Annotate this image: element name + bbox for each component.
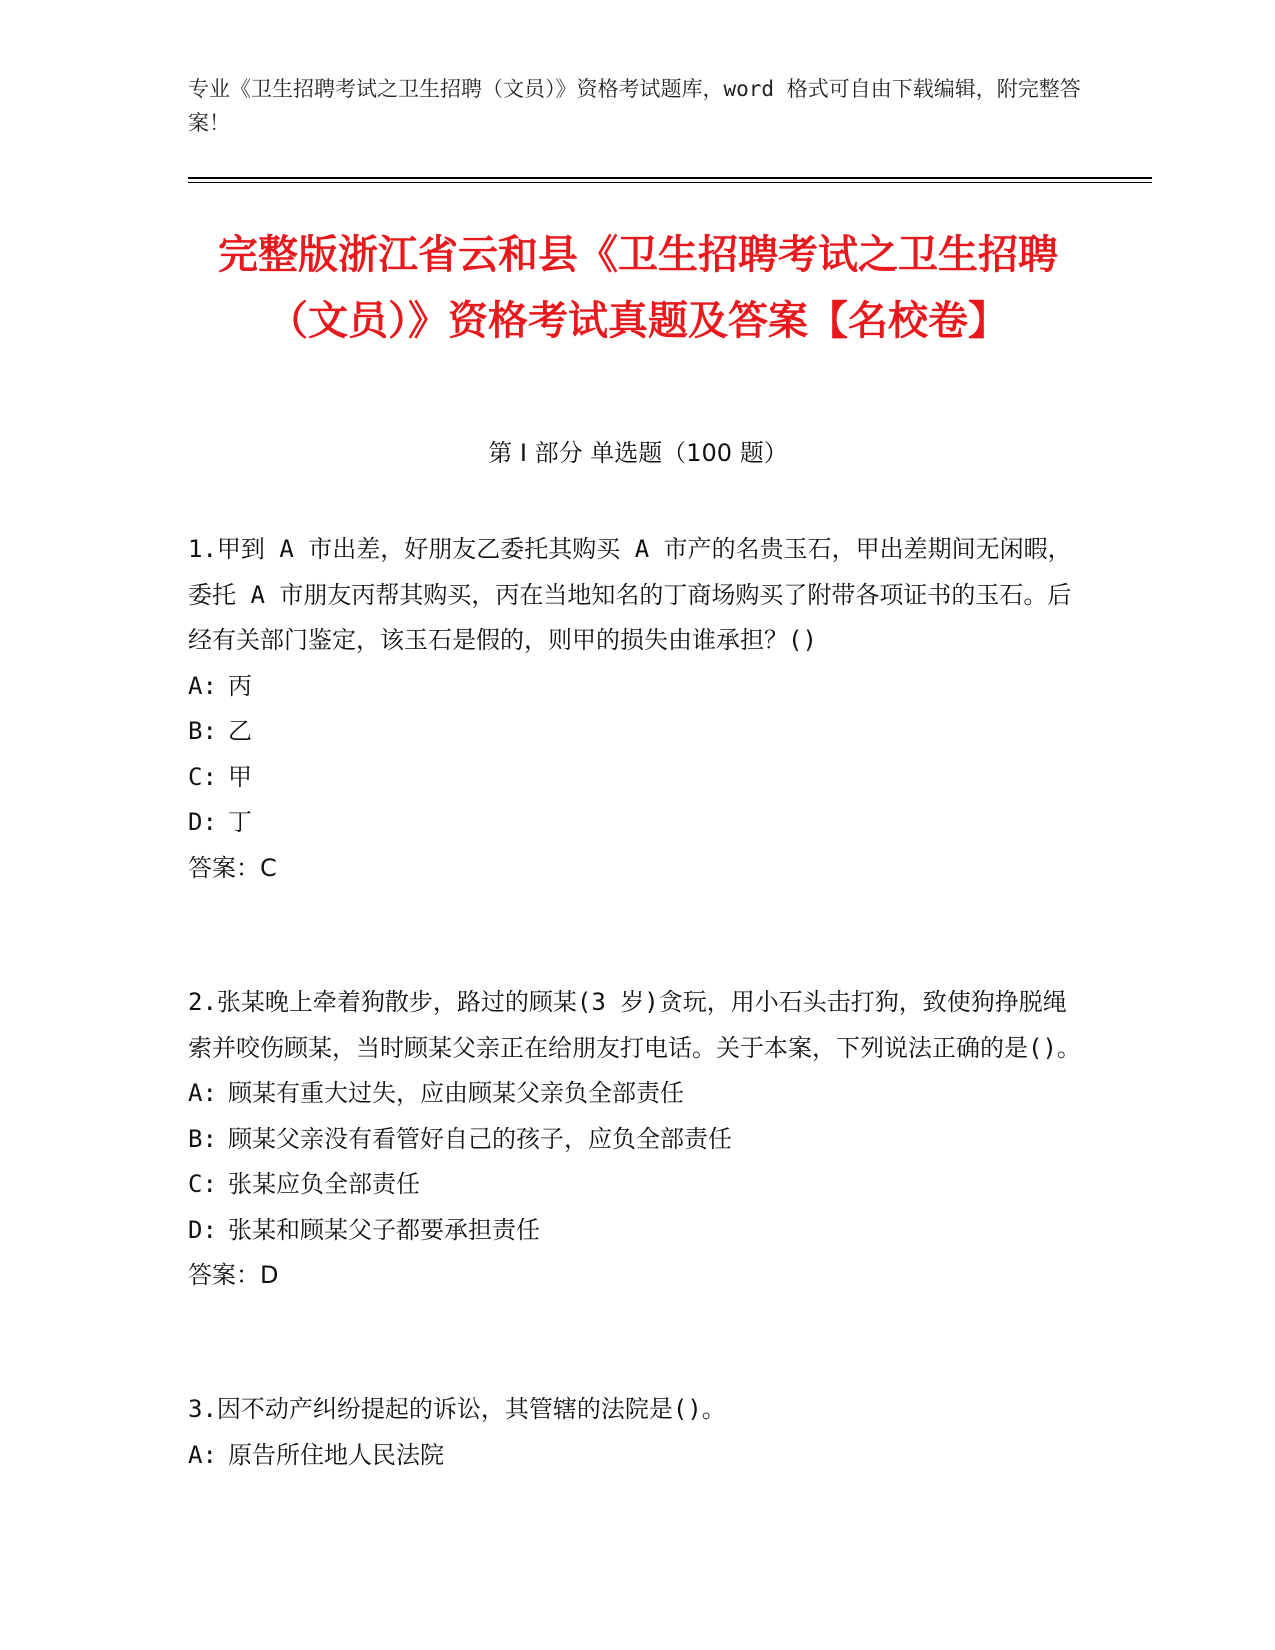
option-text: 张某应负全部责任 [228, 1170, 420, 1198]
option-key: A: [188, 1079, 217, 1107]
question-stem: 3.因不动产纠纷提起的诉讼，其管辖的法院是()。 [188, 1395, 726, 1423]
option-a [188, 1433, 1088, 1479]
answer-line: 答案：D [188, 1261, 279, 1289]
question-stem: 1.甲到 A 市出差，好朋友乙委托其购买 A 市产的名贵玉石，甲出差期间无闲暇，委托 A 市朋友丙帮其购买，丙在当地知名的丁商场购买了附带各项证书的玉石。后经有关部门鉴定，该玉石是假的，则甲的损失由谁承担？() [188, 535, 1072, 654]
option-b [188, 1117, 1088, 1163]
option-a [188, 1071, 1088, 1117]
header-divider-thick [188, 177, 1152, 179]
option-b [188, 709, 1088, 755]
option-d [188, 1208, 1088, 1254]
option-key: C: [188, 1170, 217, 1198]
option-c [188, 1162, 1088, 1208]
option-key: D: [188, 1215, 217, 1244]
option-text: 乙 [228, 717, 252, 745]
option-text: 原告所住地人民法院 [228, 1440, 444, 1469]
option-key: A: [188, 1440, 217, 1469]
option-a [188, 664, 1088, 710]
question-stem: 2.张某晚上牵着狗散步，路过的顾某(3 岁)贪玩，用小石头击打狗，致使狗挣脱绳索并咬伤顾某，当时顾某父亲正在给朋友打电话。关于本案，下列说法正确的是()。 [188, 988, 1081, 1062]
option-key: B: [188, 717, 217, 745]
option-text: 甲 [228, 762, 252, 791]
option-key: D: [188, 808, 217, 836]
option-text: 张某和顾某父子都要承担责任 [228, 1215, 540, 1244]
header-note: 专业《卫生招聘考试之卫生招聘（文员）》资格考试题库，word 格式可自由下载编辑，附完整答案！ [188, 77, 1081, 135]
option-key: B: [188, 1124, 217, 1153]
option-key: C: [188, 762, 217, 791]
option-text: 顾某有重大过失，应由顾某父亲负全部责任 [228, 1079, 684, 1107]
option-key: A: [188, 671, 217, 700]
option-d [188, 800, 1088, 846]
answer-line: 答案：C [188, 853, 277, 882]
option-text: 顾某父亲没有看管好自己的孩子，应负全部责任 [228, 1124, 732, 1153]
document-title: 完整版浙江省云和县《卫生招聘考试之卫生招聘（文员）》资格考试真题及答案【名校卷】 [218, 232, 1058, 344]
question-1 [188, 527, 1088, 891]
option-c [188, 755, 1088, 801]
option-text: 丁 [228, 808, 252, 836]
section-heading: 第 I 部分 单选题（100 题） [488, 439, 788, 467]
question-3 [188, 1387, 1088, 1478]
header-divider-thin [188, 182, 1152, 183]
question-2 [188, 980, 1088, 1299]
option-text: 丙 [228, 671, 252, 700]
